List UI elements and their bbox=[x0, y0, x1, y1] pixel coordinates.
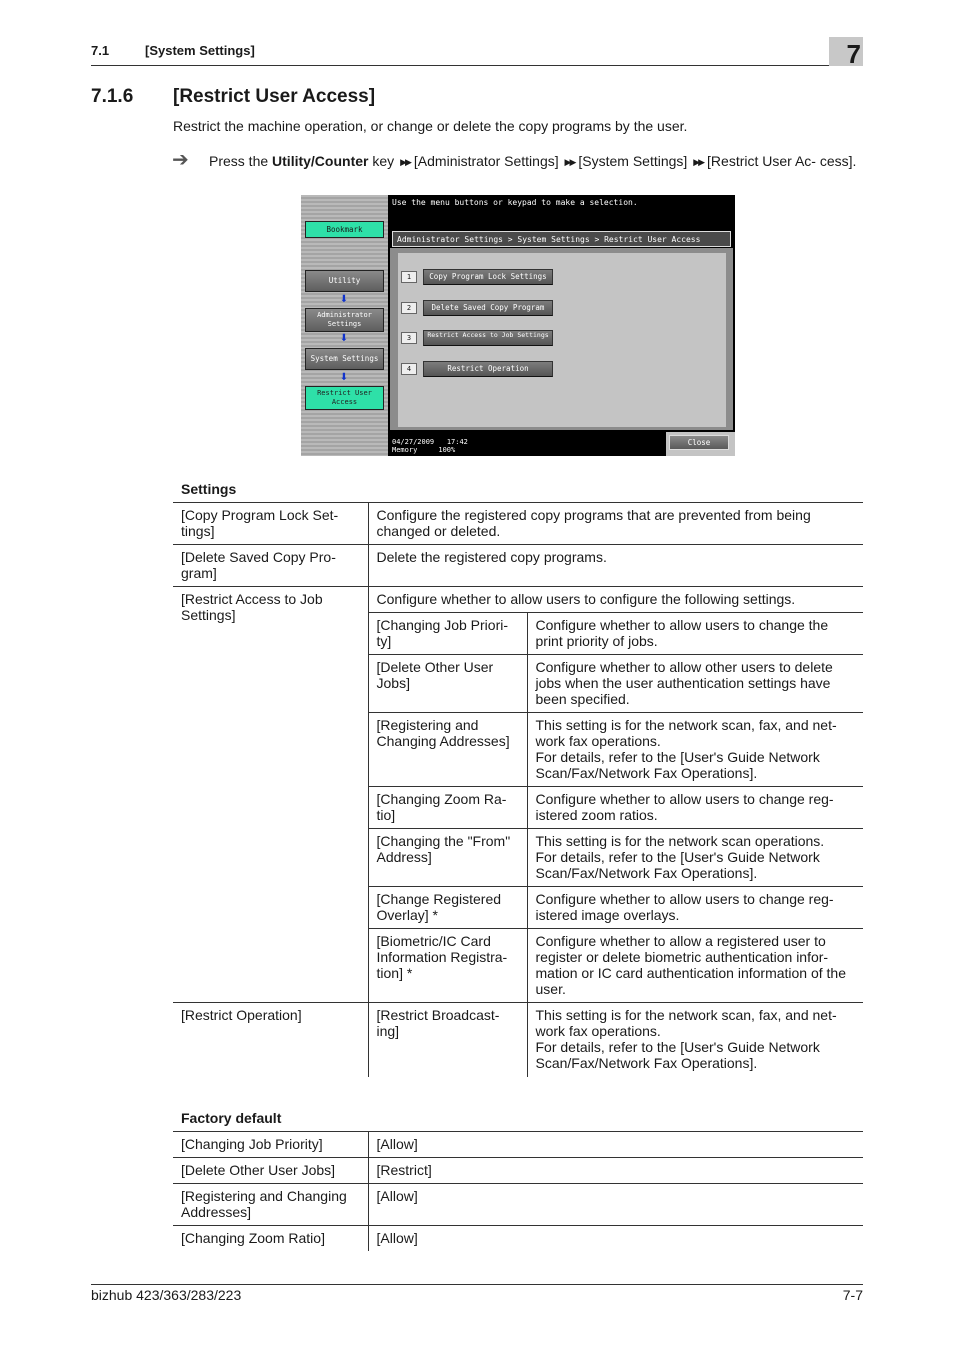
step-instruction bbox=[209, 153, 859, 171]
sub-setting-desc: This setting is for the network scan, fax, and net-work fax operations. For details, refer to the [User's Guide Network Scan/Fax/Network Fax Operations]. bbox=[527, 1003, 863, 1077]
device-screenshot bbox=[301, 195, 735, 456]
menu-item-index: 1 bbox=[401, 271, 417, 283]
step-path-2: [System Settings] bbox=[578, 153, 688, 169]
setting-desc: Configure the registered copy programs that are prevented from being changed or deleted. bbox=[368, 503, 863, 545]
default-value: [Allow] bbox=[368, 1132, 863, 1158]
table-row bbox=[173, 1132, 863, 1158]
menu-item-button[interactable]: Restrict Access to Job Settings bbox=[423, 330, 553, 346]
nav-system-settings-button[interactable]: System Settings bbox=[305, 348, 384, 370]
section-number: 7.1.6 bbox=[91, 86, 134, 107]
table-row bbox=[173, 587, 863, 613]
setting-desc: Delete the registered copy programs. bbox=[368, 545, 863, 587]
step-path-continuation: cess]. bbox=[819, 153, 857, 169]
footer-model: bizhub 423/363/283/223 bbox=[91, 1287, 242, 1303]
nav-restrict-user-access-button[interactable]: Restrict User Access bbox=[305, 386, 384, 410]
double-arrow-icon: ▶▶ bbox=[400, 157, 410, 167]
sub-setting-desc: Configure whether to allow other users to delete jobs when the user authentication settings have been specified. bbox=[527, 655, 863, 713]
sub-setting-name: [Changing Job Priori-ty] bbox=[368, 613, 527, 655]
table-row bbox=[173, 1003, 863, 1077]
menu-item-button[interactable]: Delete Saved Copy Program bbox=[423, 300, 553, 316]
sub-setting-name: [Biometric/IC Card Information Registra-tion] * bbox=[368, 929, 527, 1003]
double-arrow-icon: ▶▶ bbox=[564, 157, 575, 167]
section-title: [Restrict User Access] bbox=[173, 86, 376, 107]
default-name: [Changing Job Priority] bbox=[173, 1132, 368, 1158]
default-value: [Allow] bbox=[368, 1226, 863, 1252]
default-name: [Registering and Changing Addresses] bbox=[173, 1184, 368, 1226]
sub-setting-desc: This setting is for the network scan operations. For details, refer to the [User's Guide Network Scan/Fax/Network Fax Operations]. bbox=[527, 829, 863, 887]
sub-setting-desc: Configure whether to allow users to change reg-istered image overlays. bbox=[527, 887, 863, 929]
settings-table bbox=[173, 502, 863, 1077]
step-arrow-icon: ➔ bbox=[172, 149, 189, 171]
step-suffix: key bbox=[368, 153, 395, 169]
default-name: [Delete Other User Jobs] bbox=[173, 1158, 368, 1184]
settings-title: Settings bbox=[181, 481, 237, 497]
table-row bbox=[173, 1226, 863, 1252]
bookmark-button[interactable]: Bookmark bbox=[305, 221, 384, 238]
table-row bbox=[173, 545, 863, 587]
page-footer bbox=[91, 1284, 863, 1303]
sub-setting-name: [Change Registered Overlay] * bbox=[368, 887, 527, 929]
sub-setting-name: [Restrict Broadcast-ing] bbox=[368, 1003, 527, 1077]
sub-setting-desc: Configure whether to allow a registered user to register or delete biometric authentication infor-mation or IC card authentication information of the user. bbox=[527, 929, 863, 1003]
factory-default-title: Factory default bbox=[181, 1110, 282, 1126]
double-arrow-icon: ▶▶ bbox=[693, 157, 704, 167]
sub-setting-name: [Delete Other User Jobs] bbox=[368, 655, 527, 713]
default-name: [Changing Zoom Ratio] bbox=[173, 1226, 368, 1252]
header-section-number: 7.1 bbox=[91, 43, 110, 58]
step-path-1: [Administrator Settings] bbox=[413, 153, 559, 169]
menu-item-button[interactable]: Copy Program Lock Settings bbox=[423, 269, 553, 285]
sub-setting-name: [Registering and Changing Addresses] bbox=[368, 713, 527, 787]
setting-desc: Configure whether to allow users to configure the following settings. bbox=[368, 587, 863, 613]
sub-setting-name: [Changing Zoom Ra-tio] bbox=[368, 787, 527, 829]
intro-text: Restrict the machine operation, or change or delete the copy programs by the user. bbox=[173, 118, 688, 134]
sub-setting-desc: Configure whether to allow users to change reg-istered zoom ratios. bbox=[527, 787, 863, 829]
header-section-title: [System Settings] bbox=[145, 43, 255, 58]
down-arrow-icon: ⬇ bbox=[339, 372, 349, 383]
menu-item-index: 3 bbox=[401, 332, 417, 344]
default-value: [Restrict] bbox=[368, 1158, 863, 1184]
setting-name: [Restrict Operation] bbox=[173, 1003, 368, 1077]
sub-setting-name: [Changing the "From" Address] bbox=[368, 829, 527, 887]
table-row bbox=[173, 1158, 863, 1184]
table-row bbox=[173, 503, 863, 545]
menu-item-index: 4 bbox=[401, 363, 417, 375]
screen-date: 04/27/2009 bbox=[392, 438, 435, 446]
chapter-tab: 7 bbox=[829, 37, 863, 66]
running-header bbox=[91, 42, 863, 66]
screen-status bbox=[392, 438, 468, 454]
screen-memory-value: 100% bbox=[438, 446, 456, 454]
step-key: Utility/Counter bbox=[272, 153, 369, 169]
menu-item-button[interactable]: Restrict Operation bbox=[423, 361, 553, 377]
setting-name: [Copy Program Lock Set-tings] bbox=[173, 503, 368, 545]
sub-setting-desc: Configure whether to allow users to change the print priority of jobs. bbox=[527, 613, 863, 655]
screen-memory-label: Memory bbox=[392, 446, 418, 454]
sub-setting-desc: This setting is for the network scan, fax, and net-work fax operations. For details, refer to the [User's Guide Network Scan/Fax/Network Fax Operations]. bbox=[527, 713, 863, 787]
down-arrow-icon: ⬇ bbox=[339, 333, 349, 344]
screen-breadcrumb: Administrator Settings > System Settings > Restrict User Access bbox=[392, 231, 731, 247]
menu-item-index: 2 bbox=[401, 302, 417, 314]
footer-page-number: 7-7 bbox=[842, 1287, 863, 1303]
default-value: [Allow] bbox=[368, 1184, 863, 1226]
table-row bbox=[173, 1184, 863, 1226]
setting-name: [Restrict Access to Job Settings] bbox=[173, 587, 368, 1003]
nav-utility-button[interactable]: Utility bbox=[305, 270, 384, 292]
down-arrow-icon: ⬇ bbox=[339, 294, 349, 305]
step-path-3: [Restrict User Ac- bbox=[707, 153, 816, 169]
screen-message: Use the menu buttons or keypad to make a selection. bbox=[392, 198, 638, 207]
screen-time: 17:42 bbox=[446, 438, 468, 446]
close-button[interactable]: Close bbox=[669, 435, 729, 450]
step-prefix: Press the bbox=[209, 153, 273, 169]
factory-default-table bbox=[173, 1131, 863, 1251]
nav-administrator-settings-button[interactable]: Administrator Settings bbox=[305, 308, 384, 332]
setting-name: [Delete Saved Copy Pro-gram] bbox=[173, 545, 368, 587]
